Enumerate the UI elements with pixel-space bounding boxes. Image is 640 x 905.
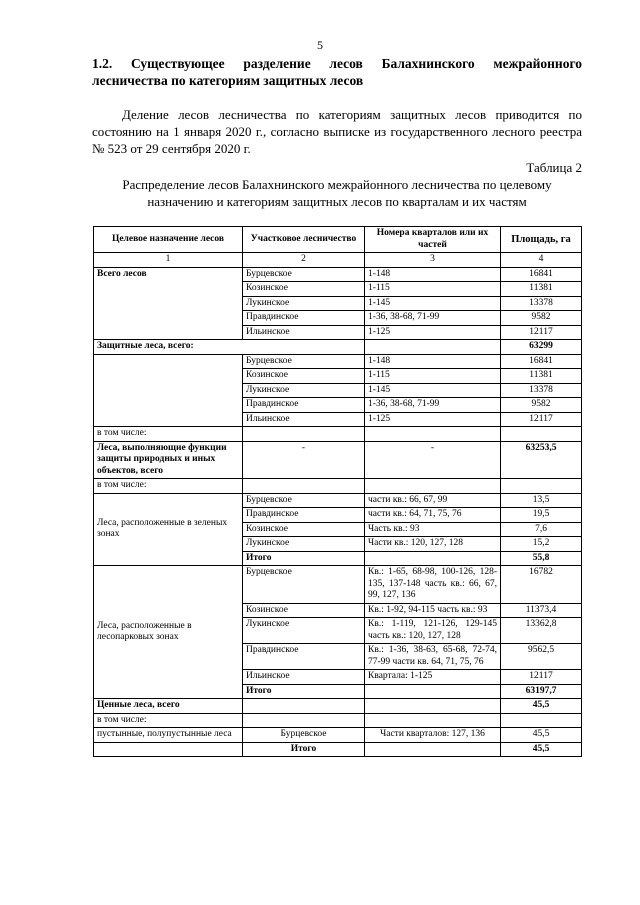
table-row [94,713,582,728]
quarters-cell: 1-36, 38-68, 71-99 [365,398,501,413]
area-cell: 9582 [501,398,582,413]
quarters-cell: 1-36, 38-68, 71-99 [365,311,501,326]
area-cell: 9562,5 [501,644,582,670]
quarters-cell: Кв.: 1-92, 94-115 часть кв.: 93 [365,603,501,618]
park-zones-label: Леса, расположенные в лесопарковых зонах [94,566,243,699]
total-label: Итого [243,684,365,699]
header-area: Площадь, га [501,227,582,253]
valuable-total: 45,5 [501,699,582,714]
quarters-cell: 1-145 [365,296,501,311]
area-cell: 15,2 [501,537,582,552]
area-cell: 45,5 [501,728,582,743]
area-cell: 11381 [501,369,582,384]
quarters-cell: части кв.: 66, 67, 99 [365,493,501,508]
including-label: в том числе: [94,479,243,494]
district-cell: Бурцевское [243,267,365,282]
intro-paragraph: Деление лесов лесничества по категориям защитных лесов приводится по состоянию на 1 января 2020 г., согласно выписке из государственного лесного реестра № 523 от 29 сентября 2020 г. [92,107,582,156]
forest-distribution-table [93,226,582,757]
quarters-cell: Квартала: 1-125 [365,670,501,685]
district-cell: Правдинское [243,644,365,670]
table-row [94,340,582,355]
empty-cell [243,427,365,442]
table-row [94,267,582,282]
empty-cell [501,427,582,442]
protective-total: 63299 [501,340,582,355]
district-cell: Лукинское [243,537,365,552]
quarters-cell: Части кварталов: 127, 136 [365,728,501,743]
header-purpose: Целевое назначение лесов [94,227,243,253]
area-cell: 19,5 [501,508,582,523]
empty-cell [501,713,582,728]
functions-label: Леса, выполняющие функции защиты природных и иных объектов, всего [94,441,243,479]
column-number-row [94,253,582,268]
district-cell: Бурцевское [243,728,365,743]
quarters-cell: 1-115 [365,369,501,384]
empty-cell [94,354,243,427]
quarters-cell: 1-148 [365,267,501,282]
table-row [94,493,582,508]
quarters-cell: 1-145 [365,383,501,398]
quarters-cell: - [365,441,501,479]
quarters-cell: 1-125 [365,325,501,340]
quarters-cell: Часть кв.: 93 [365,522,501,537]
total-label: Итого [243,551,365,566]
header-quarters: Номера кварталов или их частей [365,227,501,253]
district-cell: Правдинское [243,508,365,523]
table-caption: Распределение лесов Балахнинского межрайонного лесничества по целевому назначению и категориям защитных лесов по кварталам и их частям [122,177,552,209]
empty-cell [243,479,365,494]
empty-cell [365,551,501,566]
empty-cell [243,699,365,714]
green-zones-label: Леса, расположенные в зеленых зонах [94,493,243,566]
table-label: Таблица 2 [526,160,582,175]
district-cell: Козинское [243,603,365,618]
park-total: 63197,7 [501,684,582,699]
table-row [94,354,582,369]
area-cell: 13378 [501,383,582,398]
empty-cell [243,713,365,728]
district-cell: Бурцевское [243,493,365,508]
empty-cell [365,427,501,442]
area-cell: 7,6 [501,522,582,537]
quarters-cell: 1-115 [365,282,501,297]
quarters-cell [365,340,501,355]
area-cell: 13378 [501,296,582,311]
desert-total: 45,5 [501,742,582,757]
header-district: Участковое лесничество [243,227,365,253]
empty-cell [501,479,582,494]
area-cell: 16841 [501,267,582,282]
total-label: Итого [243,742,365,757]
col-number: 1 [94,253,243,268]
quarters-cell: Кв.: 1-119, 121-126, 129-145 часть кв.: 120, 127, 128 [365,618,501,644]
including-label: в том числе: [94,713,243,728]
district-cell: Лукинское [243,383,365,398]
quarters-cell: 1-125 [365,412,501,427]
district-cell: Козинское [243,369,365,384]
table-header-row [94,227,582,253]
district-cell: Козинское [243,282,365,297]
area-cell: 11373,4 [501,603,582,618]
area-cell: 16841 [501,354,582,369]
quarters-cell: Части кв.: 120, 127, 128 [365,537,501,552]
page-number: 5 [317,38,323,52]
table-row [94,427,582,442]
empty-cell [365,699,501,714]
district-cell: Козинское [243,522,365,537]
district-cell: Бурцевское [243,354,365,369]
district-cell: Правдинское [243,311,365,326]
area-cell: 9582 [501,311,582,326]
district-cell: - [243,441,365,479]
empty-cell [94,742,243,757]
area-cell: 16782 [501,566,582,604]
col-number: 2 [243,253,365,268]
table-row [94,742,582,757]
all-forests-label: Всего лесов [94,267,243,340]
table-row [94,441,582,479]
green-total: 55,8 [501,551,582,566]
district-cell: Правдинское [243,398,365,413]
empty-cell [365,479,501,494]
district-cell: Бурцевское [243,566,365,604]
district-cell: Ильинское [243,325,365,340]
quarters-cell: Кв.: 1-36, 38-63, 65-68, 72-74, 77-99 части кв. 64, 71, 75, 76 [365,644,501,670]
area-cell: 12117 [501,412,582,427]
area-cell: 12117 [501,670,582,685]
area-cell: 12117 [501,325,582,340]
table-row [94,566,582,604]
area-cell: 13,5 [501,493,582,508]
district-cell: Лукинское [243,296,365,311]
functions-total: 63253,5 [501,441,582,479]
district-cell: Ильинское [243,412,365,427]
section-heading: 1.2. Существующее разделение лесов Балахнинского межрайонного лесничества по категориям защитных лесов [92,56,582,88]
table-row [94,479,582,494]
quarters-cell: 1-148 [365,354,501,369]
valuable-label: Ценные леса, всего [94,699,243,714]
empty-cell [365,713,501,728]
table-row [94,728,582,743]
desert-label: пустынные, полупустынные леса [94,728,243,743]
col-number: 3 [365,253,501,268]
quarters-cell: части кв.: 64, 71, 75, 76 [365,508,501,523]
area-cell: 11381 [501,282,582,297]
protective-label: Защитные леса, всего: [94,340,365,355]
table-row [94,699,582,714]
including-label: в том числе: [94,427,243,442]
empty-cell [365,684,501,699]
area-cell: 13362,8 [501,618,582,644]
district-cell: Ильинское [243,670,365,685]
district-cell: Лукинское [243,618,365,644]
col-number: 4 [501,253,582,268]
empty-cell [365,742,501,757]
quarters-cell: Кв.: 1-65, 68-98, 100-126, 128-135, 137-148 часть кв.: 66, 67, 99, 127, 136 [365,566,501,604]
